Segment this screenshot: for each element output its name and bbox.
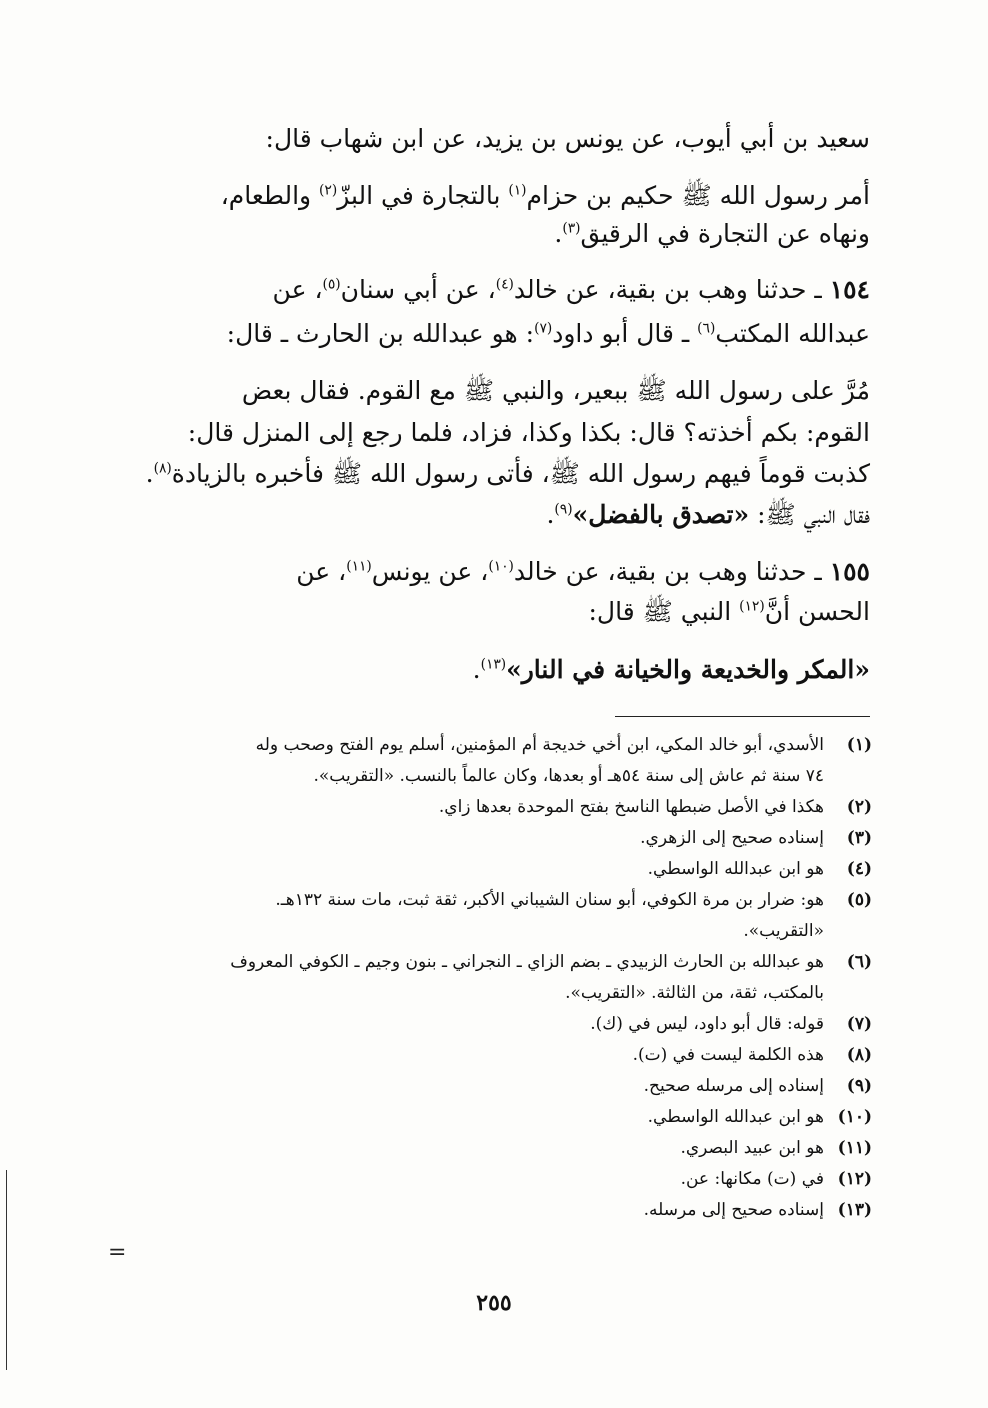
footnote	[128, 730, 872, 792]
body-line-1	[118, 120, 870, 158]
footnote-text: هو: ضرار بن مرة الكوفي، أبو سنان الشيباني الأكبر، ثقة ثبت، مات سنة ١٣٢هـ.	[275, 890, 824, 910]
hadith-154-line-2	[118, 315, 870, 353]
footnote-number: (١٢)	[837, 1169, 872, 1189]
footnote-text-cont: ٧٤ سنة ثم عاش إلى سنة ٥٤هـ أو بعدها، وكان عالماً بالنسب. «التقريب».	[313, 766, 824, 786]
hadith-number: ١٥٤	[829, 275, 870, 304]
footnote-text-cont: بالمكتب، ثقة، من الثالثة. «التقريب».	[565, 983, 824, 1003]
footnote-text: هو عبدالله بن الحارث الزبيدي ـ بضم الزاي ـ النجراني ـ بنون وجيم ـ الكوفي المعروف	[230, 952, 824, 972]
text: أمر رسول الله ﷺ حكيم بن حزام	[526, 181, 870, 210]
text: ، عن يونس	[371, 557, 489, 586]
text: ـ قال أبو داود	[552, 319, 698, 348]
footnote-text: هكذا في الأصل ضبطها الناسخ بفتح الموحدة بعدها زاي.	[438, 797, 824, 817]
text: عبدالله المكتب	[715, 319, 870, 348]
hadith-154-line-1	[118, 271, 870, 309]
hadith-155-line-1	[118, 553, 870, 591]
text: .	[554, 219, 563, 248]
footnote-number: (٣)	[846, 828, 872, 848]
text: .	[145, 459, 154, 488]
footnote-ref: (١١)	[346, 558, 372, 575]
footnote-text-cont: «التقريب».	[743, 921, 824, 941]
footnote-number: (١٣)	[837, 1200, 872, 1220]
footnote-number: (٦)	[846, 952, 872, 972]
text: القوم: بكم أخذته؟ قال: بكذا وكذا، فزاد، فلما رجع إلى المنزل قال:	[187, 418, 870, 447]
footnote-number: (١٠)	[837, 1107, 872, 1127]
text: ، عن	[296, 557, 347, 586]
body-line-12	[118, 651, 870, 689]
footnote-ref: (١٢)	[739, 598, 765, 615]
footnote-ref: (٧)	[534, 320, 553, 337]
footnote-number: (١١)	[837, 1138, 872, 1158]
text: النبي ﷺ قال:	[588, 597, 740, 626]
text: ـ حدثنا وهب بن بقية، عن خالد	[513, 557, 830, 586]
footnote-number: (٤)	[846, 859, 872, 879]
hadith-number: ١٥٥	[829, 557, 870, 586]
footnote-ref: (٢)	[319, 182, 338, 199]
footnote-ref: (١)	[508, 182, 527, 199]
footnote-text: هو ابن عبدالله الواسطي.	[647, 1107, 824, 1127]
text: فقال النبي ﷺ:	[749, 500, 870, 529]
footnote-text: في (ت) مكانها: عن.	[680, 1169, 824, 1189]
body-line-2	[118, 177, 870, 215]
footnote	[128, 885, 872, 947]
footnote-ref: (١٣)	[480, 656, 507, 673]
body-line-9	[118, 496, 870, 534]
footnote	[128, 1040, 872, 1071]
footnote	[128, 1102, 872, 1133]
footnote-number: (٥)	[846, 890, 872, 910]
text: كذبت قوماً فيهم رسول الله ﷺ، فأتى رسول الله ﷺ فأخبره بالزيادة	[171, 459, 870, 488]
footnotes	[128, 730, 872, 1226]
footnote-text: هو ابن عبيد البصري.	[680, 1138, 824, 1158]
footnote-ref: (٤)	[495, 276, 514, 293]
footnote	[128, 792, 872, 823]
quote: «تصدق بالفضل»	[572, 500, 750, 529]
footnote	[128, 854, 872, 885]
text: الحسن أنَّ	[764, 597, 870, 626]
body-line-3	[118, 215, 870, 253]
footnote	[128, 947, 872, 1009]
footnote-number: (٨)	[846, 1045, 872, 1065]
text: ، عن	[272, 275, 323, 304]
margin-mark: =	[108, 1240, 127, 1265]
footnote-text: قوله: قال أبو داود، ليس في (ك).	[590, 1014, 824, 1034]
footnote	[128, 823, 872, 854]
scan-edge-line	[6, 1170, 7, 1370]
footnote-ref: (١٠)	[488, 558, 514, 575]
footnote	[128, 1195, 872, 1226]
footnote-ref: (٩)	[554, 501, 573, 518]
footnote	[128, 1164, 872, 1195]
footnote-number: (١)	[846, 735, 872, 755]
quote: «المكر والخديعة والخيانة في النار»	[506, 655, 870, 684]
body-line-8	[118, 455, 870, 493]
body-line-6	[118, 372, 870, 410]
footnote-text: إسناده صحيح إلى مرسله.	[643, 1200, 824, 1220]
text: : هو عبدالله بن الحارث ـ قال:	[226, 319, 535, 348]
text: والطعام،	[220, 181, 320, 210]
footnote-ref: (٦)	[697, 320, 716, 337]
text: بالتجارة في البزّ	[337, 181, 509, 210]
footnote-number: (٢)	[846, 797, 872, 817]
text: .	[546, 500, 555, 529]
text: ـ حدثنا وهب بن بقية، عن خالد	[513, 275, 830, 304]
footnote	[128, 1133, 872, 1164]
footnote-ref: (٣)	[562, 220, 581, 237]
text: سعيد بن أبي أيوب، عن يونس بن يزيد، عن ابن شهاب قال:	[265, 124, 870, 153]
text: مُرَّ على رسول الله ﷺ ببعير، والنبي ﷺ مع القوم. فقال بعض	[241, 376, 870, 405]
text: ، عن أبي سنان	[340, 275, 496, 304]
footnote-number: (٧)	[846, 1014, 872, 1034]
footnote-number: (٩)	[846, 1076, 872, 1096]
footnote-text: الأسدي، أبو خالد المكي، ابن أخي خديجة أم المؤمنين، أسلم يوم الفتح وصحب وله	[255, 735, 824, 755]
footnote-text: إسناده إلى مرسله صحيح.	[643, 1076, 824, 1096]
footnote-ref: (٥)	[322, 276, 341, 293]
footnote-divider	[615, 716, 870, 717]
text: .	[472, 655, 481, 684]
footnote-text: إسناده صحيح إلى الزهري.	[640, 828, 824, 848]
body-line-7	[118, 414, 870, 452]
footnote-text: هو ابن عبدالله الواسطي.	[647, 859, 824, 879]
text: ونهاه عن التجارة في الرقيق	[580, 219, 870, 248]
hadith-155-line-2	[118, 593, 870, 631]
page-number: ٢٥٥	[476, 1290, 512, 1316]
footnote	[128, 1071, 872, 1102]
footnote-ref: (٨)	[153, 460, 172, 477]
footnote	[128, 1009, 872, 1040]
footnote-text: هذه الكلمة ليست في (ت).	[632, 1045, 824, 1065]
